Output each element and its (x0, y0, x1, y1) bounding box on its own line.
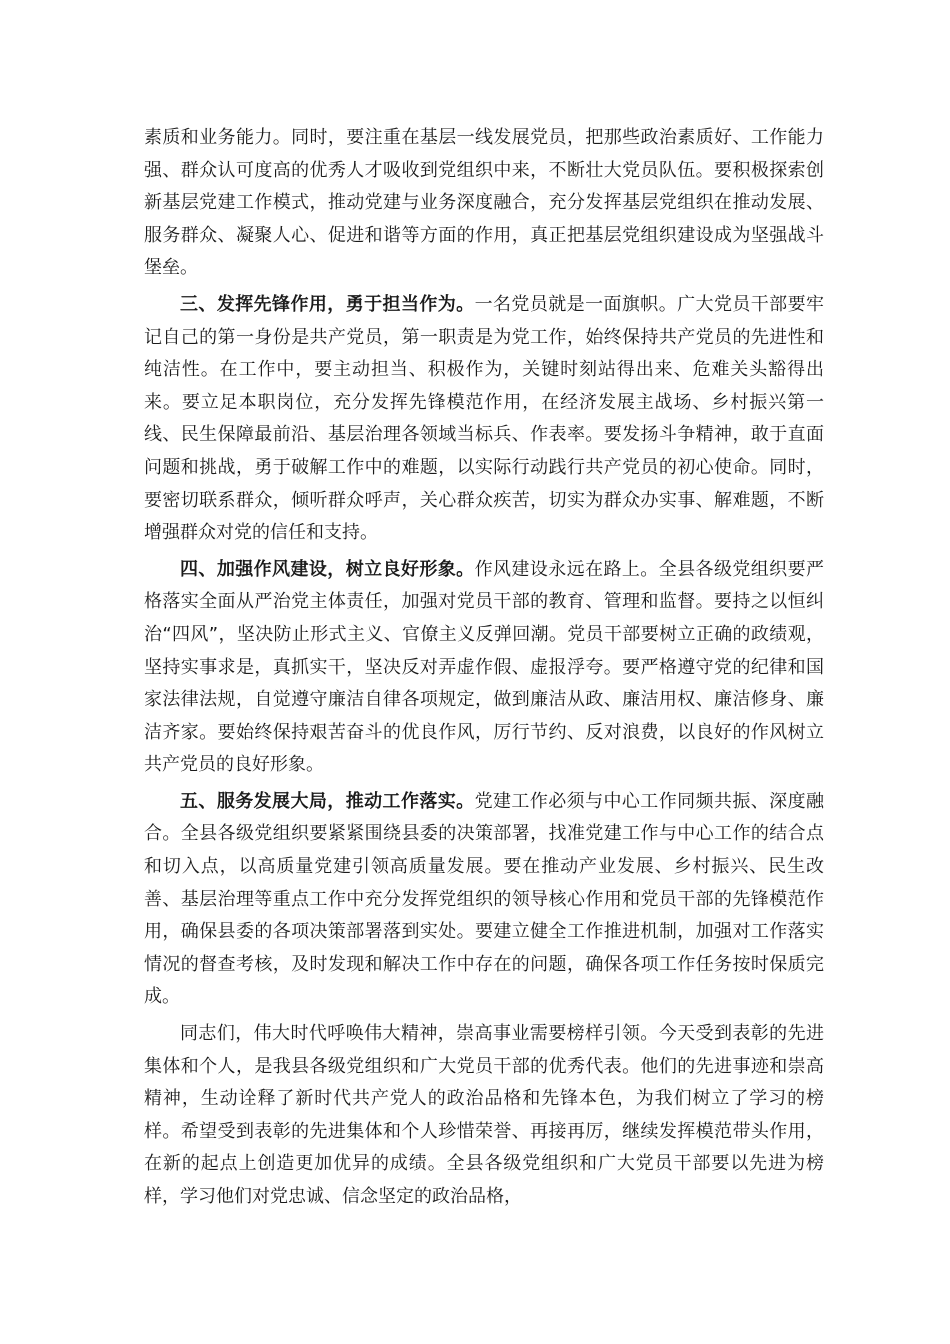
document-body (144, 122, 824, 1214)
paragraph-continued (144, 122, 824, 285)
paragraph-text: 党建工作必须与中心工作同频共振、深度融合。全县各级党组织要紧紧围绕县委的决策部署，找准党建工作与中心工作的结合点和切入点，以高质量党建引领高质量发展。要在推动产业发展、乡村振兴、民生改善、基层治理等重点工作中充分发挥党组织的领导核心作用和党员干部的先锋模范作用，确保县委的各项决策部署落到实处。要建立健全工作推进机制，加强对工作落实情况的督查考核，及时发现和解决工作中存在的问题，确保各项工作任务按时保质完成。 (144, 790, 825, 1008)
paragraph-text: 同志们，伟大时代呼唤伟大精神，崇高事业需要榜样引领。今天受到表彰的先进集体和个人，是我县各级党组织和广大党员干部的优秀代表。他们的先进事迹和崇高精神，生动诠释了新时代共产党人的政治品格和先锋本色，为我们树立了学习的榜样。希望受到表彰的先进集体和个人珍惜荣誉、再接再厉，继续发挥模范带头作用，在新的起点上创造更加优异的成绩。全县各级党组织和广大党员干部要以先进为榜样，学习他们对党忠诚、信念坚定的政治品格， (144, 1023, 824, 1207)
paragraph-section-five (144, 786, 824, 1014)
paragraph-text: 素质和业务能力。同时，要注重在基层一线发展党员，把那些政治素质好、工作能力强、群众认可度高的优秀人才吸收到党组织中来，不断壮大党员队伍。要积极探索创新基层党建工作模式，推动党建与业务深度融合，充分发挥基层党组织在推动发展、服务群众、凝聚人心、促进和谐等方面的作用，真正把基层党组织建设成为坚强战斗堡垒。 (144, 127, 824, 279)
paragraph-section-four (144, 554, 824, 782)
paragraph-text: 作风建设永远在路上。全县各级党组织要严格落实全面从严治党主体责任，加强对党员干部的教育、管理和监督。要持之以恒纠治“四风”，坚决防止形式主义、官僚主义反弹回潮。党员干部要树立正确的政绩观，坚持实事求是，真抓实干，坚决反对弄虚作假、虚报浮夸。要严格遵守党的纪律和国家法律法规，自觉遵守廉洁自律各项规定，做到廉洁从政、廉洁用权、廉洁修身、廉洁齐家。要始终保持艰苦奋斗的优良作风，厉行节约、反对浪费，以良好的作风树立共产党员的良好形象。 (144, 558, 825, 776)
section-heading: 四、加强作风建设，树立良好形象。 (180, 558, 475, 580)
paragraph-section-three (144, 289, 824, 550)
paragraph-closing (144, 1018, 824, 1214)
paragraph-text: 一名党员就是一面旗帜。广大党员干部要牢记自己的第一身份是共产党员，第一职责是为党工作，始终保持共产党员的先进性和纯洁性。在工作中，要主动担当、积极作为，关键时刻站得出来、危难关头豁得出来。要立足本职岗位，充分发挥先锋模范作用，在经济发展主战场、乡村振兴第一线、民生保障最前沿、基层治理各领域当标兵、作表率。要发扬斗争精神，敢于直面问题和挑战，勇于破解工作中的难题，以实际行动践行共产党员的初心使命。同时，要密切联系群众，倾听群众呼声，关心群众疾苦，切实为群众办实事、解难题，不断增强群众对党的信任和支持。 (144, 293, 825, 544)
section-heading: 五、服务发展大局，推动工作落实。 (180, 790, 475, 812)
section-heading: 三、发挥先锋作用，勇于担当作为。 (180, 293, 475, 315)
